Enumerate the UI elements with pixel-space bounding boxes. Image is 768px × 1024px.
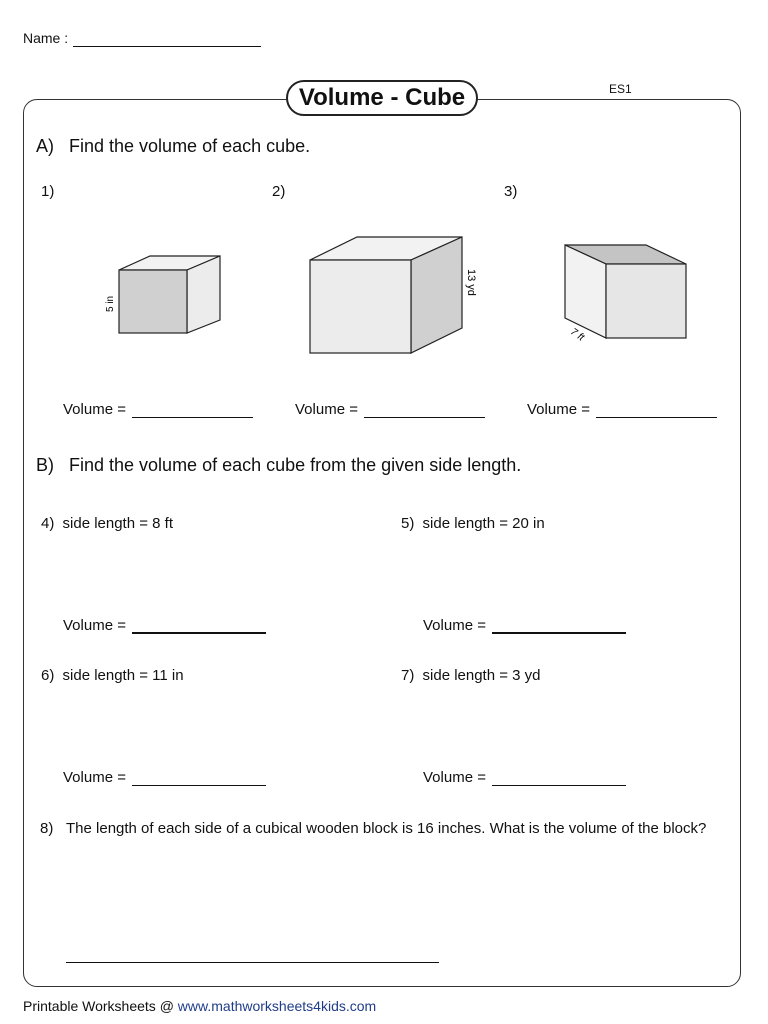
cube-2-front-face [310,260,411,353]
problem-8-answer-line[interactable] [66,962,439,963]
cube-2-figure [300,232,485,360]
section-a-heading: A) Find the volume of each cube. [36,136,311,156]
answer-line[interactable] [132,785,266,786]
problem-7 [401,667,541,684]
worksheet-title: Volume - Cube [286,80,478,116]
problem-1-number: 1) [41,183,55,200]
problem-6 [41,667,184,684]
problem-1-answer [63,401,253,418]
answer-label: Volume = [63,769,126,786]
answer-label: Volume = [423,617,486,634]
problem-5-answer [423,617,626,634]
answer-label: Volume = [295,401,358,418]
problem-text: The length of each side of a cubical wooden block is 16 inches. What is the volume of the block? [66,820,707,837]
answer-line[interactable] [364,417,485,418]
problem-7-answer [423,769,626,786]
cube-1-side-face [187,256,220,333]
problem-4-answer [63,617,266,634]
problem-number: 7) [401,667,415,684]
problem-3-answer [527,401,717,418]
problem-8 [40,818,720,839]
answer-line[interactable] [132,632,266,634]
cube-2-dimension-label: 13 yd [465,269,477,296]
answer-line[interactable] [492,632,626,634]
cube-1-figure [95,250,235,340]
cube-1-dimension-label: 5 in [105,295,116,312]
problem-6-answer [63,769,266,786]
worksheet-code: ES1 [609,82,632,96]
problem-5 [401,515,545,532]
answer-line[interactable] [596,417,717,418]
problem-3-number: 3) [504,183,518,200]
answer-label: Volume = [63,401,126,418]
section-b-heading: B) Find the volume of each cube from the given side length. [36,455,522,475]
answer-line[interactable] [132,417,253,418]
footer [23,998,376,1014]
problem-2-number: 2) [272,183,286,200]
cube-1-front-face [119,270,187,333]
answer-label: Volume = [527,401,590,418]
problem-text: side length = 11 in [62,667,184,684]
cube-3-dimension-label: 7 ft [568,326,586,344]
name-field[interactable] [73,46,261,47]
cube-3-figure [555,240,695,348]
problem-4 [41,515,173,532]
name-label: Name : [23,30,69,46]
footer-link[interactable]: www.mathworksheets4kids.com [177,998,377,1014]
problem-number: 4) [41,515,55,532]
problem-2-answer [295,401,485,418]
problem-number: 8) [40,820,54,837]
problem-text: side length = 8 ft [62,515,174,532]
answer-label: Volume = [63,617,126,634]
problem-number: 6) [41,667,55,684]
cube-3-front-face [606,264,686,338]
footer-prefix: Printable Worksheets @ [23,998,178,1014]
answer-label: Volume = [423,769,486,786]
problem-number: 5) [401,515,415,532]
problem-text: side length = 20 in [422,515,545,532]
answer-line[interactable] [492,785,626,786]
problem-text: side length = 3 yd [422,667,541,684]
